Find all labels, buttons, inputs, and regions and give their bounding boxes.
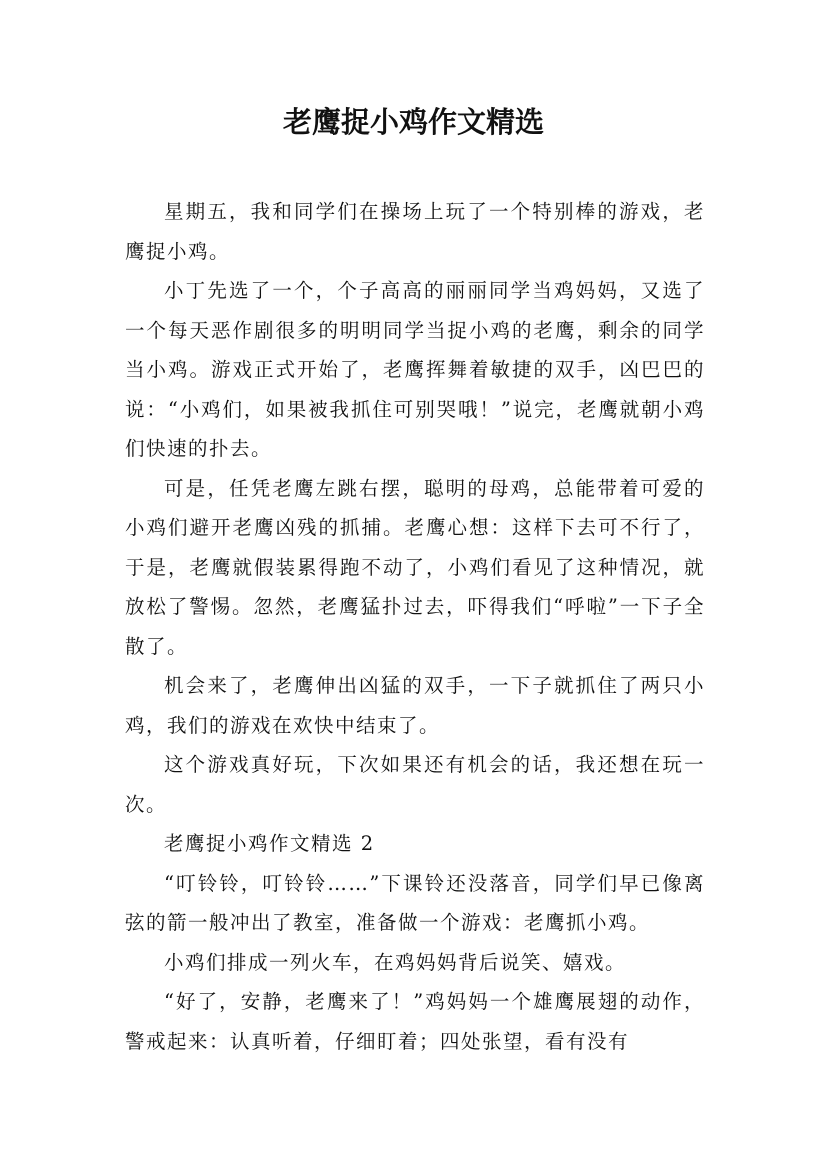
paragraph: “好了，安静，老鹰来了！”鸡妈妈一个雄鹰展翅的动作，警戒起来：认真听着，仔细盯着；四处张望，看有没有 (125, 990, 705, 1053)
paragraph: 机会来了，老鹰伸出凶猛的双手，一下子就抓住了两只小鸡，我们的游戏在欢快中结束了。 (125, 674, 705, 737)
document-body (125, 192, 705, 1061)
paragraph: 小丁先选了一个，个子高高的丽丽同学当鸡妈妈，又选了一个每天恶作剧很多的明明同学当捉小鸡的老鹰，剩余的同学当小鸡。游戏正式开始了，老鹰挥舞着敏捷的双手，凶巴巴的说：“小鸡们，如果被我抓住可别哭哦！”说完，老鹰就朝小鸡们快速的扑去。 (125, 279, 705, 460)
section-heading: 老鹰捉小鸡作文精选 2 (164, 832, 375, 855)
paragraph: 星期五，我和同学们在操场上玩了一个特别棒的游戏，老鹰捉小鸡。 (125, 200, 705, 263)
paragraph: 这个游戏真好玩，下次如果还有机会的话，我还想在玩一次。 (125, 753, 705, 816)
paragraph: “叮铃铃，叮铃铃……”下课铃还没落音，同学们早已像离弦的箭一般冲出了教室，准备做一个游戏：老鹰抓小鸡。 (125, 871, 705, 934)
paragraph: 小鸡们排成一列火车，在鸡妈妈背后说笑、嬉戏。 (164, 950, 627, 974)
document-title: 老鹰捉小鸡作文精选 (282, 105, 544, 139)
paragraph: 可是，任凭老鹰左跳右摆，聪明的母鸡，总能带着可爱的小鸡们避开老鹰凶残的抓捕。老鹰心想：这样下去可不行了，于是，老鹰就假装累得跑不动了，小鸡们看见了这种情况，就放松了警惕。忽然，老鹰猛扑过去，吓得我们“呼啦”一下子全散了。 (125, 476, 705, 658)
